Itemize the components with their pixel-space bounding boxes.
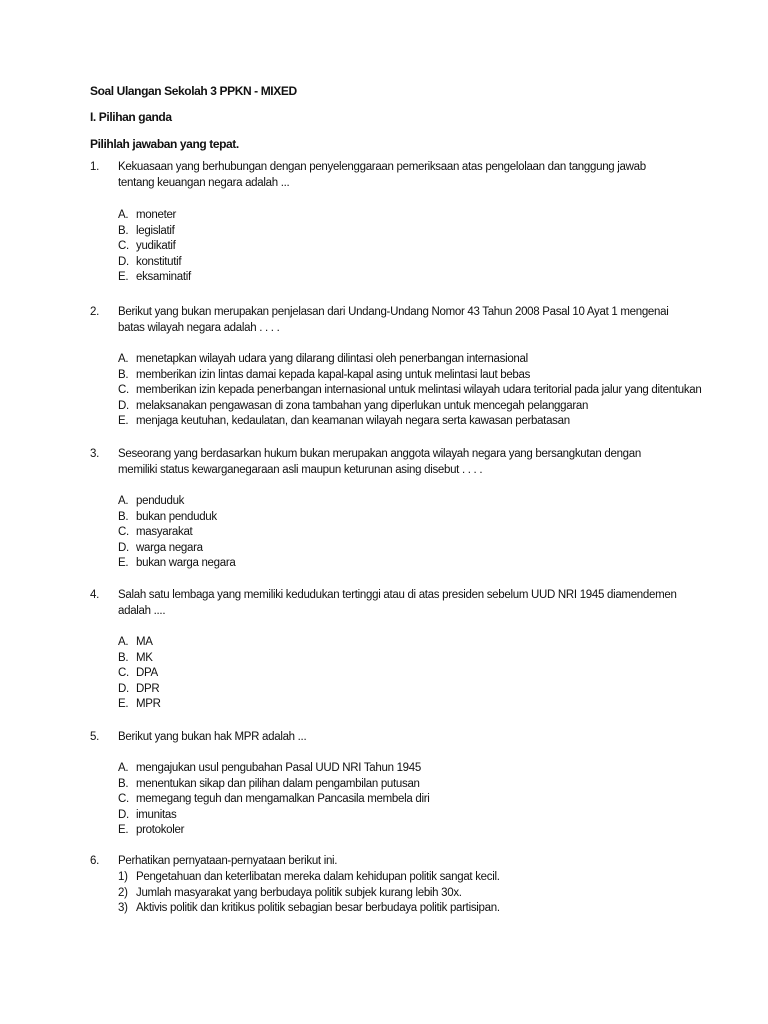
answer-options xyxy=(118,352,702,430)
option-text: penduduk xyxy=(136,495,185,507)
option-letter: B. xyxy=(118,510,129,523)
option-text: DPA xyxy=(136,667,158,679)
option-text: menetapkan wilayah udara yang dilarang dilintasi oleh penerbangan internasional xyxy=(136,353,528,365)
question-number: 6. xyxy=(90,855,99,867)
question-text: Berikut yang bukan merupakan penjelasan dari Undang-Undang Nomor 43 Tahun 2008 Pasal 10 Ayat 1 mengenai batas wilayah negara adalah . . . . xyxy=(118,306,669,334)
option-text: eksaminatif xyxy=(136,271,191,283)
option-letter: A. xyxy=(118,353,129,365)
option-text: bukan warga negara xyxy=(136,557,236,569)
option-c xyxy=(118,666,161,682)
option-text: protokoler xyxy=(136,824,185,836)
answer-options xyxy=(118,761,430,839)
option-letter: E. xyxy=(118,824,129,836)
question-number: 3. xyxy=(90,448,99,460)
statement-number: 2) xyxy=(118,886,128,899)
option-text: melaksanakan pengawasan di zona tambahan yang diperlukan untuk mencegah pelanggaran xyxy=(136,399,589,412)
option-letter: C. xyxy=(118,526,129,538)
question-text: Salah satu lembaga yang memiliki kedudukan tertinggi atau di atas presiden sebelum UUD NRI 1945 diamendemen adalah .... xyxy=(118,589,677,617)
option-text: memberikan izin kepada penerbangan internasional untuk melintasi wilayah udara teritorial pada jalur yang ditentukan xyxy=(136,384,702,396)
option-text: mengajukan usul pengubahan Pasal UUD NRI Tahun 1945 xyxy=(136,762,421,774)
option-letter: C. xyxy=(118,667,129,679)
option-a xyxy=(118,352,702,368)
option-d xyxy=(118,808,430,824)
statement-3 xyxy=(118,901,500,917)
option-letter: C. xyxy=(118,384,129,396)
option-d xyxy=(118,682,161,698)
answer-options xyxy=(118,494,235,572)
option-c xyxy=(118,792,430,808)
statement-number: 1) xyxy=(118,871,128,883)
option-letter: E. xyxy=(118,557,129,569)
option-text: menentukan sikap dan pilihan dalam pengambilan putusan xyxy=(136,777,420,790)
question-text: Kekuasaan yang berhubungan dengan penyelenggaraan pemeriksaan atas pengelolaan dan tanggung jawab tentang keuangan negara adalah ... xyxy=(118,161,646,189)
option-letter: C. xyxy=(118,793,129,805)
option-letter: B. xyxy=(118,368,129,381)
option-text: MA xyxy=(136,636,153,648)
option-b xyxy=(118,224,191,240)
question-number: 4. xyxy=(90,589,99,601)
option-letter: E. xyxy=(118,415,129,427)
question-text: Berikut yang bukan hak MPR adalah ... xyxy=(118,731,307,743)
option-e xyxy=(118,270,191,286)
option-d xyxy=(118,255,191,271)
option-letter: A. xyxy=(118,762,129,774)
option-letter: D. xyxy=(118,682,129,695)
option-a xyxy=(118,635,161,651)
option-b xyxy=(118,510,235,526)
option-text: MPR xyxy=(136,698,161,710)
option-letter: D. xyxy=(118,808,129,821)
option-text: MK xyxy=(136,651,153,664)
statement-number: 3) xyxy=(118,902,128,914)
option-text: warga negara xyxy=(136,541,203,554)
option-text: moneter xyxy=(136,209,177,221)
statement-text: Pengetahuan dan keterlibatan mereka dalam kehidupan politik sangat kecil. xyxy=(136,871,500,883)
option-text: bukan penduduk xyxy=(136,510,217,523)
option-text: memberikan izin lintas damai kepada kapal-kapal asing untuk melintasi laut bebas xyxy=(136,368,531,381)
option-a xyxy=(118,208,191,224)
statement-text: Jumlah masyarakat yang berbudaya politik subjek kurang lebih 30x. xyxy=(136,886,462,899)
option-b xyxy=(118,651,161,667)
option-e xyxy=(118,697,161,713)
option-letter: B. xyxy=(118,777,129,790)
option-text: DPR xyxy=(136,682,160,695)
instruction-text: Pilihlah jawaban yang tepat. xyxy=(90,137,239,151)
answer-options xyxy=(118,635,161,713)
statement-list xyxy=(118,870,500,917)
answer-options xyxy=(118,208,191,286)
option-text: legislatif xyxy=(136,224,175,237)
option-e xyxy=(118,823,430,839)
question-text: Seseorang yang berdasarkan hukum bukan merupakan anggota wilayah negara yang bersangkutan dengan memiliki status kewarganegaraan asli maupun keturunan asing disebut . . . . xyxy=(118,448,641,476)
option-letter: E. xyxy=(118,698,129,710)
question-number: 1. xyxy=(90,161,99,173)
option-text: menjaga keutuhan, kedaulatan, dan keamanan wilayah negara serta kawasan perbatasan xyxy=(136,415,570,427)
question-number: 2. xyxy=(90,306,99,318)
option-c xyxy=(118,383,702,399)
option-letter: B. xyxy=(118,651,129,664)
option-d xyxy=(118,399,702,415)
option-text: yudikatif xyxy=(136,240,176,252)
option-letter: A. xyxy=(118,209,129,221)
option-letter: A. xyxy=(118,495,129,507)
option-text: masyarakat xyxy=(136,526,193,538)
option-text: memegang teguh dan mengamalkan Pancasila membela diri xyxy=(136,793,430,805)
statement-text: Aktivis politik dan kritikus politik sebagian besar berbudaya politik partisipan. xyxy=(136,902,500,914)
option-b xyxy=(118,368,702,384)
option-e xyxy=(118,556,235,572)
option-a xyxy=(118,494,235,510)
option-letter: D. xyxy=(118,541,129,554)
question-text: Perhatikan pernyataan-pernyataan berikut ini. xyxy=(118,855,338,867)
option-letter: E. xyxy=(118,271,129,283)
option-letter: D. xyxy=(118,399,129,412)
option-e xyxy=(118,414,702,430)
option-letter: A. xyxy=(118,636,129,648)
question-number: 5. xyxy=(90,731,99,743)
option-c xyxy=(118,239,191,255)
option-text: konstitutif xyxy=(136,255,182,268)
option-d xyxy=(118,541,235,557)
statement-2 xyxy=(118,886,500,902)
statement-1 xyxy=(118,870,500,886)
option-b xyxy=(118,777,430,793)
option-a xyxy=(118,761,430,777)
option-letter: B. xyxy=(118,224,129,237)
option-c xyxy=(118,525,235,541)
option-letter: C. xyxy=(118,240,129,252)
option-letter: D. xyxy=(118,255,129,268)
option-text: imunitas xyxy=(136,808,177,821)
section-heading: I. Pilihan ganda xyxy=(90,110,172,124)
document-title: Soal Ulangan Sekolah 3 PPKN - MIXED xyxy=(90,84,297,98)
